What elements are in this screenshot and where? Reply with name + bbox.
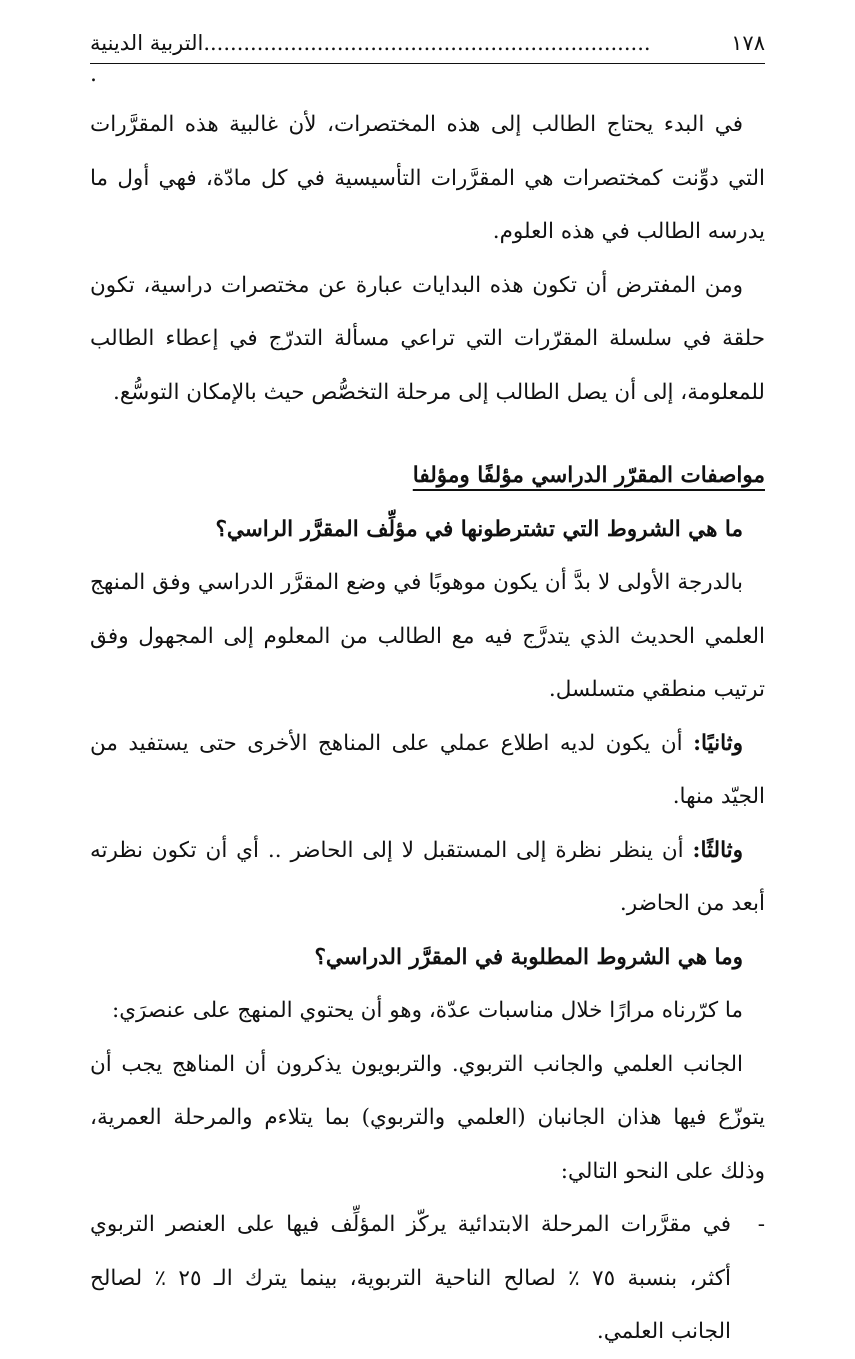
answer-1: بالدرجة الأولى لا بدَّ أن يكون موهوبًا في وضع المقرَّر الدراسي وفق المنهج العلمي الحديث الذي يتدرَّج فيه مع الطالب من المعلوم إلى المجهول وفق ترتيب منطقي متسلسل. <box>90 570 765 702</box>
section-heading: مواصفات المقرّر الدراسي مؤلفًا ومؤلفا <box>412 463 765 488</box>
running-head <box>90 28 765 58</box>
bullet-dash: - <box>757 1212 765 1237</box>
answer-second <box>90 717 765 824</box>
question-2: وما هي الشروط المطلوبة في المقرَّر الدراسي؟ <box>314 944 743 970</box>
header-dot: . <box>90 62 97 87</box>
page-number: ١٧٨ <box>731 31 765 55</box>
title-leader: ................................................................... <box>203 31 651 55</box>
header-rule <box>90 63 765 64</box>
answer-2b: الجانب العلمي والجانب التربوي. والتربويون يذكرون أن المناهج يجب أن يتوزّع فيها هذان الجانبان (العلمي والتربوي) بما يتلاءم والمرحلة العمرية، وذلك على النحو التالي: <box>90 1051 765 1184</box>
answer-2a: ما كرّرناه مرارًا خلال مناسبات عدّة، وهو أن يحتوي المنهج على عنصرَي: <box>111 998 743 1023</box>
page-body <box>90 98 765 1359</box>
paragraph-1: في البدء يحتاج الطالب إلى هذه المختصرات، لأن غالبية هذه المقرَّرات التي دوِّنت كمختصرات هي المقرَّرات التأسيسية في كل مادّة، فهي أول ما يدرسه الطالب في هذه العلوم. <box>90 112 765 244</box>
second-text: أن يكون لديه اطلاع عملي على المناهج الأخرى حتى يستفيد من الجيّد منها. <box>90 730 765 809</box>
question-1: ما هي الشروط التي تشترطونها في مؤلِّف المقرَّر الراسي؟ <box>215 516 743 542</box>
list-item <box>90 1198 765 1359</box>
third-text: أن ينظر نظرة إلى المستقبل لا إلى الحاضر .. أي أن تكون نظرته أبعد من الحاضر. <box>90 837 765 916</box>
answer-third <box>90 824 765 931</box>
paragraph-2: ومن المفترض أن تكون هذه البدايات عبارة عن مختصرات دراسية، تكون حلقة في سلسلة المقرّرات التي تراعي مسألة التدرّج في إعطاء الطالب للمعلومة، إلى أن يصل الطالب إلى مرحلة التخصُّص حيث بالإمكان التوسُّع. <box>90 272 765 405</box>
running-title: التربية الدينية <box>90 31 204 55</box>
running-title-group <box>90 28 651 58</box>
third-lead: وثالثًا: <box>692 837 743 863</box>
bullet-text: في مقرَّرات المرحلة الابتدائية يركّز المؤلِّف فيها على العنصر التربوي أكثر، بنسبة ٧٥ ٪ لصالح الناحية التربوية، بينما يترك الـ ٢٥ ٪ لصالح الجانب العلمي. <box>90 1212 731 1344</box>
second-lead: وثانيًا: <box>693 730 743 756</box>
